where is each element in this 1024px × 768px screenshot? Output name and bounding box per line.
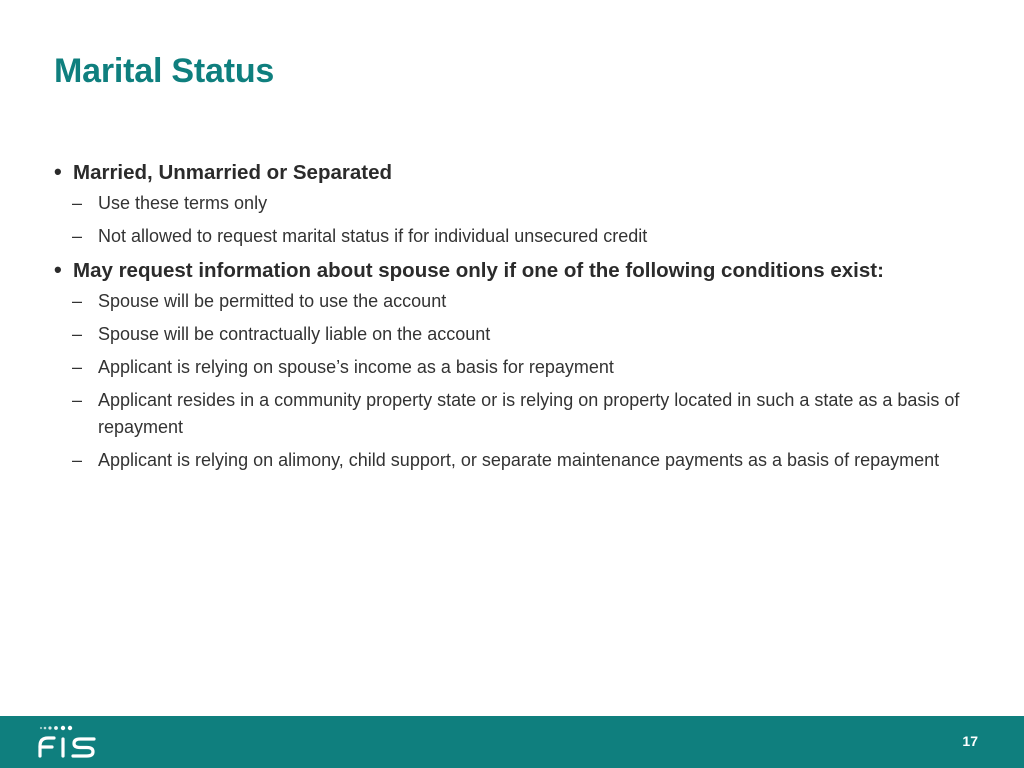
sub-item-text: Applicant resides in a community property state or is relying on property located in such a state as a basis of repayment [98,390,960,437]
dash-icon: – [72,193,83,213]
dash-icon: – [72,357,83,377]
bullet-text: Married, Unmarried or Separated [73,161,392,184]
slide-title: Marital Status [54,52,275,90]
dash-icon: – [72,324,83,344]
sub-item-text: Use these terms only [98,193,268,213]
sub-item [54,387,984,441]
sub-item [54,447,984,474]
sub-item [54,223,984,250]
bullet-item [54,256,984,286]
fis-logo-icon [36,724,112,764]
bullet-item [54,158,984,188]
bullet-dot-icon: • [54,159,62,184]
sub-item [54,321,984,348]
sub-item [54,354,984,381]
sub-item-text: Not allowed to request marital status if for individual unsecured credit [98,226,648,246]
sub-item-text: Spouse will be permitted to use the account [98,291,447,311]
dash-icon: – [72,291,83,311]
sub-item-text: Applicant is relying on spouse’s income as a basis for repayment [98,357,614,377]
slide-content [54,158,984,480]
dash-icon: – [72,390,83,410]
footer-bar [0,716,1024,768]
sub-item-text: Applicant is relying on alimony, child support, or separate maintenance payments as a basis of repayment [98,450,940,470]
bullet-text: May request information about spouse only if one of the following conditions exist: [73,259,884,282]
sub-item [54,288,984,315]
dash-icon: – [72,226,83,246]
dash-icon: – [72,450,83,470]
sub-item [54,190,984,217]
sub-list [54,288,984,474]
sub-item-text: Spouse will be contractually liable on the account [98,324,491,344]
bullet-dot-icon: • [54,257,62,282]
page-number: 17 [962,733,978,749]
sub-list [54,190,984,250]
